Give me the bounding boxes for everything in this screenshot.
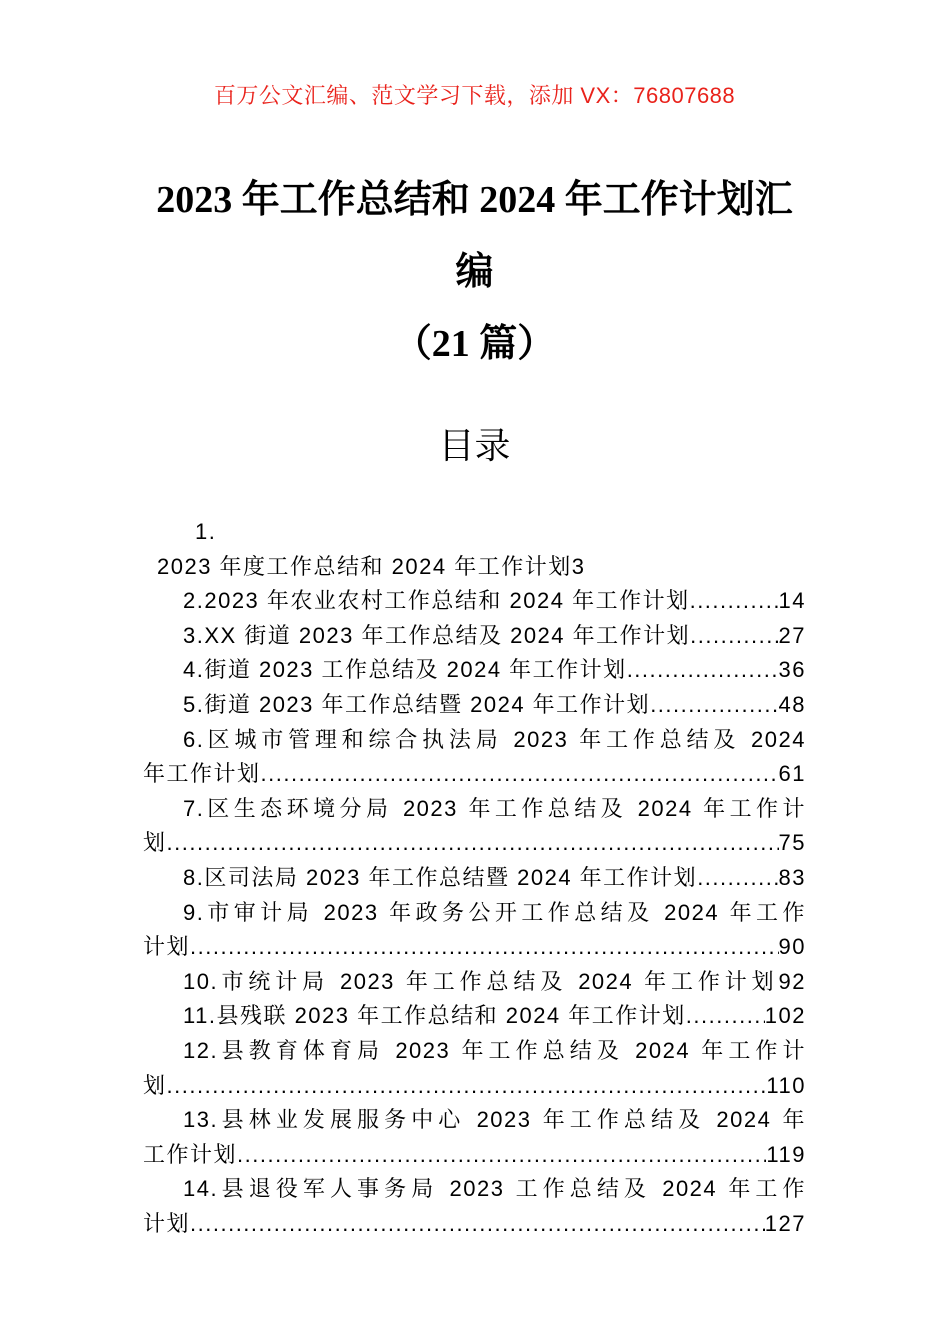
toc-leader-dots — [697, 861, 778, 896]
toc-leader-dots — [650, 688, 778, 723]
toc-line — [143, 1138, 806, 1173]
toc-entry-text: 5.街道 2023 年工作总结暨 2024 年工作计划 — [183, 691, 651, 717]
toc-line: 12.县教育体育局 2023 年工作总结及 2024 年工作计 — [183, 1037, 806, 1063]
toc-list — [143, 515, 806, 1241]
toc-line: 6.区城市管理和综合执法局 2023 年工作总结及 2024 — [183, 726, 806, 752]
toc-line — [143, 999, 806, 1034]
toc-page-number: 83 — [778, 864, 806, 890]
toc-leader-dots — [261, 757, 779, 792]
toc-line — [143, 826, 806, 861]
toc-page-number: 110 — [766, 1072, 806, 1098]
toc-line — [143, 688, 806, 723]
toc-page-number: 119 — [766, 1141, 806, 1167]
toc-line: 14.县退役军人事务局 2023 工作总结及 2024 年工作 — [183, 1176, 806, 1202]
toc-leader-dots — [167, 1069, 767, 1104]
document-title-line1: 2023 年工作总结和 2024 年工作计划汇编 — [156, 179, 793, 293]
toc-leader-dots — [690, 619, 778, 654]
document-title — [143, 164, 806, 380]
toc-line — [143, 653, 806, 688]
toc-leader-dots — [627, 653, 779, 688]
toc-entry-text: 划 — [143, 830, 167, 856]
toc-leader-dots — [686, 999, 765, 1034]
toc-entry-text: 2.2023 年农业农村工作总结和 2024 年工作计划 — [183, 588, 690, 614]
promo-banner: 百万公文汇编、范文学习下载，添加 VX：76807688 — [213, 83, 736, 108]
toc-line — [143, 1069, 806, 1104]
toc-page-number: 75 — [778, 830, 806, 856]
toc-line — [143, 930, 806, 965]
toc-line — [143, 619, 806, 654]
toc-line: 9.市审计局 2023 年政务公开工作总结及 2024 年工作 — [183, 899, 806, 925]
toc-leader-dots — [190, 1207, 765, 1242]
toc-page-number: 48 — [778, 691, 806, 717]
toc-line: 1. — [195, 519, 217, 544]
toc-page-number: 36 — [778, 657, 806, 683]
toc-entry-text: 计划 — [143, 934, 191, 960]
toc-page-number: 27 — [778, 622, 806, 648]
toc-line: 2023 年度工作总结和 2024 年工作计划3 — [157, 553, 586, 579]
toc-heading: 目录 — [438, 425, 511, 466]
toc-page-number: 102 — [764, 1003, 806, 1029]
toc-entry-text: 3.XX 街道 2023 年工作总结及 2024 年工作计划 — [183, 622, 691, 648]
toc-line: 7.区生态环境分局 2023 年工作总结及 2024 年工作计 — [183, 795, 806, 821]
toc-entry-text: 工作计划 — [143, 1141, 238, 1167]
toc-entry-text: 4.街道 2023 工作总结及 2024 年工作计划 — [183, 657, 627, 683]
toc-line — [143, 1207, 806, 1242]
toc-line: 13.县林业发展服务中心 2023 年工作总结及 2024 年 — [183, 1107, 806, 1133]
toc-leader-dots — [690, 584, 779, 619]
toc-page-number: 61 — [778, 761, 806, 787]
toc-line: 10.市统计局 2023 年工作总结及 2024 年工作计划92 — [183, 968, 806, 994]
toc-leader-dots — [167, 826, 779, 861]
toc-entry-text: 年工作计划 — [143, 761, 261, 787]
toc-entry-text: 11.县残联 2023 年工作总结和 2024 年工作计划 — [183, 1003, 686, 1029]
toc-line — [143, 584, 806, 619]
toc-entry-text: 划 — [143, 1072, 167, 1098]
toc-page-number: 90 — [778, 934, 806, 960]
toc-page-number: 127 — [764, 1210, 806, 1236]
toc-page-number: 14 — [778, 588, 806, 614]
toc-leader-dots — [237, 1138, 766, 1173]
toc-leader-dots — [190, 930, 779, 965]
toc-entry-text: 计划 — [143, 1210, 191, 1236]
toc-line — [143, 861, 806, 896]
toc-line — [143, 757, 806, 792]
document-title-line2: （21 篇） — [393, 323, 556, 365]
toc-entry-text: 8.区司法局 2023 年工作总结暨 2024 年工作计划 — [183, 864, 698, 890]
